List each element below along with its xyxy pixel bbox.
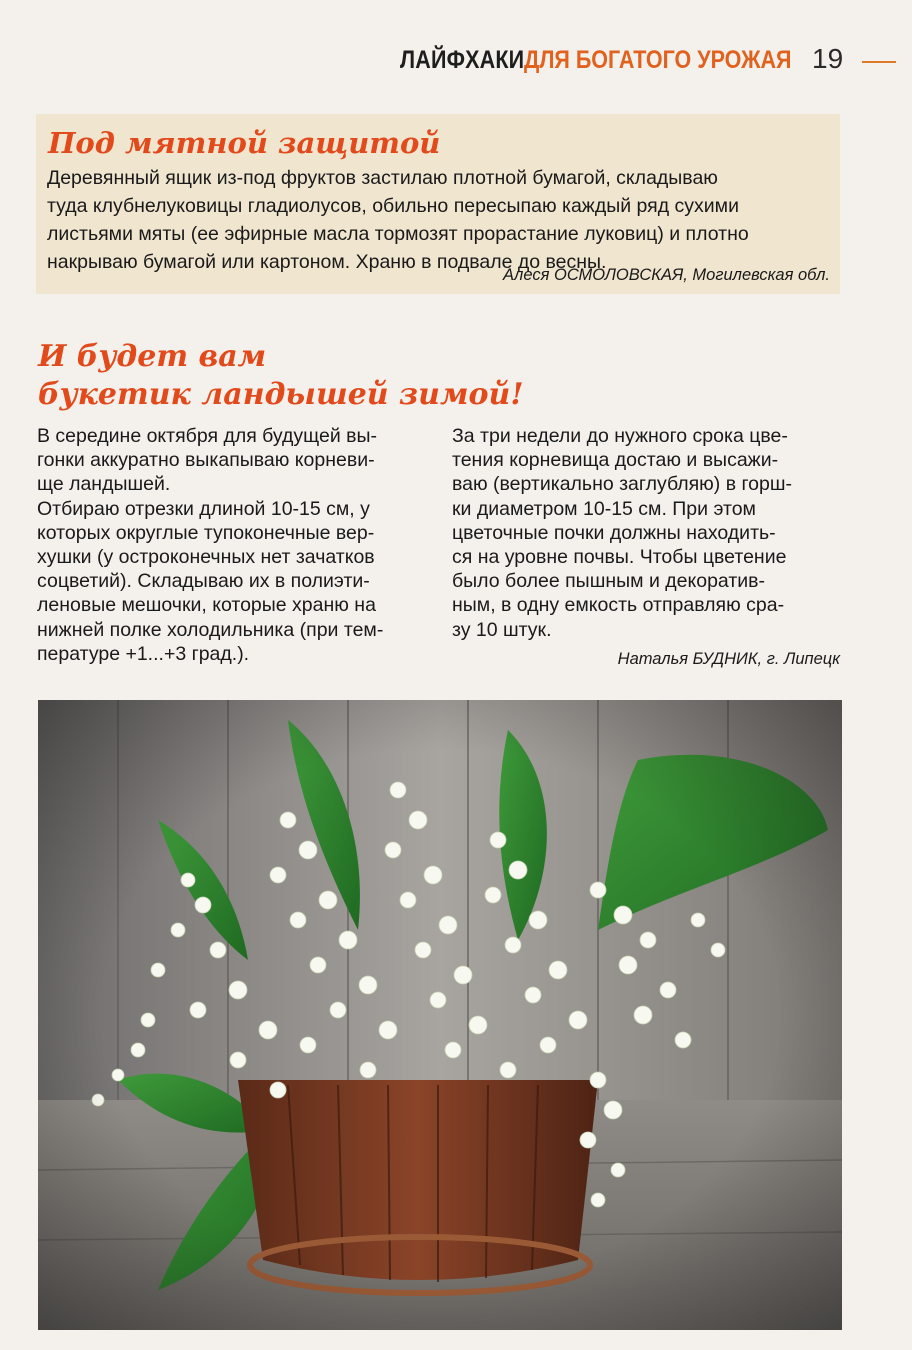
article2-left-column	[37, 424, 429, 666]
article2-right-line: зу 10 штук.	[452, 618, 552, 641]
article2-left-line: леновые мешочки, которые храню на	[37, 594, 376, 617]
article2-right-line: тения корневища достаю и высажи-	[452, 449, 779, 472]
article1-line: туда клубнелуковицы гладиолусов, обильно пересыпаю каждый ряд сухими	[47, 195, 739, 217]
article2-author: Наталья БУДНИК, г. Липецк	[617, 650, 840, 668]
article2-right-column	[452, 424, 842, 642]
lily-bouquet-photo	[38, 700, 842, 1330]
section-kicker-suffix: ДЛЯ БОГАТОГО УРОЖАЯ	[524, 46, 792, 74]
article2-right-line: ваю (вертикально заглубляю) в горш-	[452, 473, 792, 496]
article2-left-line: хушки (у остроконечных нет зачатков	[37, 546, 375, 569]
article2-title-line: букетик ландышей зимой!	[38, 377, 524, 412]
article1-line: листьями мяты (ее эфирные масла тормозят прорастание луковиц) и плотно	[47, 223, 749, 245]
article1-title: Под мятной защитой	[48, 126, 441, 160]
article2-right-line: ся на уровне почвы. Чтобы цветение	[452, 546, 787, 569]
page-number: 19	[812, 43, 844, 74]
article1-line: Деревянный ящик из-под фруктов застилаю плотной бумагой, складываю	[47, 167, 718, 189]
article2-right-line: За три недели до нужного срока цве-	[452, 425, 788, 447]
article2-left-line: Отбираю отрезки длиной 10-15 см, у	[37, 497, 370, 520]
article2-right-line: цветочные почки должны находить-	[452, 521, 776, 544]
article2-left-line: ще ландышей.	[37, 473, 171, 496]
article2-left-line: В середине октября для будущей вы-	[37, 425, 377, 447]
page-header	[0, 40, 912, 84]
article2-title	[38, 338, 524, 414]
article2-title-line: И будет вам	[38, 339, 267, 374]
lily-bouquet-illustration	[38, 700, 842, 1330]
header-rule	[862, 61, 896, 63]
article1-body	[47, 164, 837, 276]
article1-line: накрываю бумагой или картоном. Храню в подвале до весны.	[47, 251, 607, 273]
article2-right-line: ки диаметром 10-15 см. При этом	[452, 497, 756, 520]
article2-right-line: ным, в одну емкость отправляю сра-	[452, 594, 785, 617]
article2-right-line: было более пышным и декоратив-	[452, 570, 766, 593]
article2-left-line: соцветий). Складываю их в полиэти-	[37, 570, 370, 593]
article1-author: Алеся ОСМОЛОВСКАЯ, Могилевская обл.	[503, 266, 830, 284]
article2-left-line: пературе +1...+3 град.).	[37, 642, 250, 665]
article2-left-line: нижней полке холодильника (при тем-	[37, 618, 384, 641]
section-kicker-prefix: ЛАЙФХАКИ	[400, 46, 525, 74]
article2-left-line: которых округлые тупоконечные вер-	[37, 521, 375, 544]
article2-left-line: гонки аккуратно выкапываю корневи-	[37, 449, 375, 472]
